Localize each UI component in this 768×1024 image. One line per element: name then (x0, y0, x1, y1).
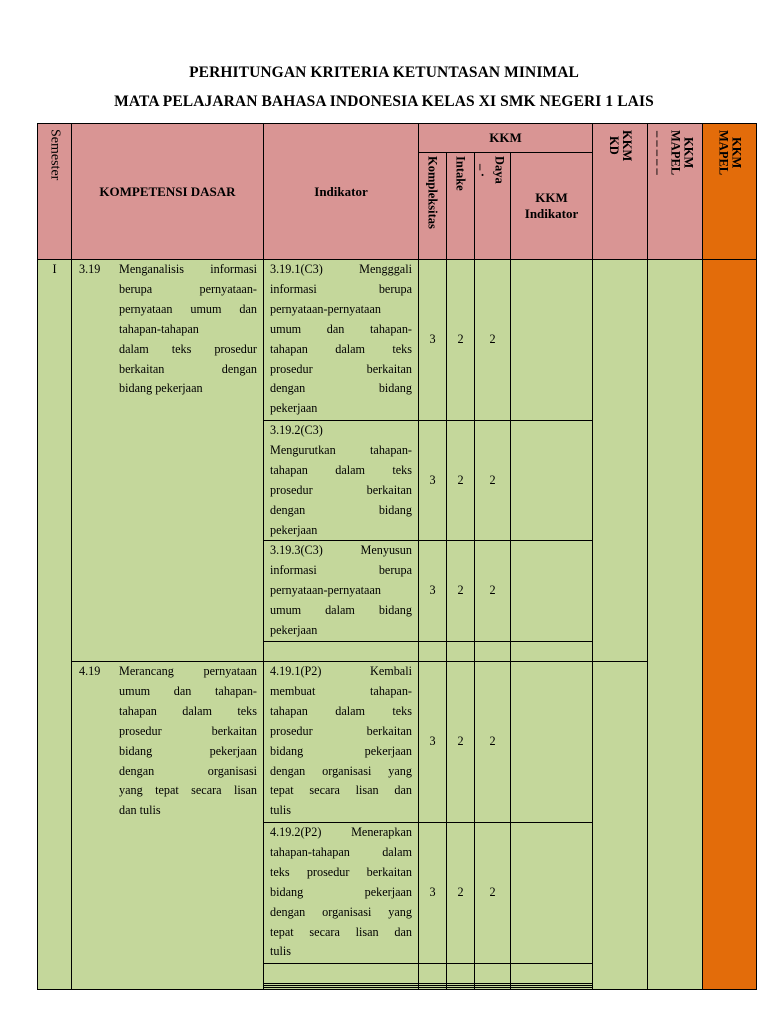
kompleksitas-value: 3 (419, 822, 447, 963)
kkm-table (37, 123, 757, 990)
header-kkm-kd: KKM KD (593, 124, 648, 260)
kd-4-19: 4.19 Merancang pernyataan umum dan tahapan- tahapan dalam teks prosedur berkaitan bidang pekerjaan dengan organisasi yang tepat secara lisan dan tulis (72, 661, 264, 989)
kkm-mapel-final-value (703, 260, 757, 990)
indicator-3-19-3: 3.19.3(C3) Menyusun informasi berupa pernyataan-pernyataan umum dalam bidang pekerjaan (264, 541, 419, 642)
header-intake: Intake (447, 153, 475, 260)
indicator-3-19-1: 3.19.1(C3) Mengggali informasi berupa pernyataan-pernyataan umum dan tahapan- tahapan dalam teks prosedur berkaitan dengan bidang pekerjaan (264, 260, 419, 421)
header-daya: Daya _ . (475, 153, 511, 260)
kkm-indikator-value (511, 541, 593, 642)
kkm-indikator-value (511, 822, 593, 963)
daya-value: 2 (475, 421, 511, 541)
daya-value: 2 (475, 661, 511, 822)
header-kkm: KKM (419, 124, 593, 153)
kompleksitas-value: 3 (419, 541, 447, 642)
kompleksitas-value: 3 (419, 260, 447, 421)
intake-value: 2 (447, 260, 475, 421)
kompleksitas-value: 3 (419, 421, 447, 541)
document-title: PERHITUNGAN KRITERIA KETUNTASAN MINIMAL (189, 64, 579, 81)
header-kompetensi-dasar: KOMPETENSI DASAR (72, 124, 264, 260)
document-subtitle: MATA PELAJARAN BAHASA INDONESIA KELAS XI SMK NEGERI 1 LAIS (114, 93, 654, 110)
kompleksitas-value: 3 (419, 661, 447, 822)
daya-value: 2 (475, 822, 511, 963)
intake-value: 2 (447, 822, 475, 963)
intake-value: 2 (447, 541, 475, 642)
kkm-indikator-value (511, 421, 593, 541)
kkm-mapel-value (648, 260, 703, 990)
kkm-kd-value (593, 661, 648, 989)
empty-indicator (264, 641, 419, 661)
intake-value: 2 (447, 421, 475, 541)
empty-indicator (264, 963, 419, 983)
header-kkm-indikator: KKM Indikator (511, 153, 593, 260)
daya-value: 2 (475, 260, 511, 421)
kd-3-19: 3.19 Menganalisis informasi berupa pernyataan- pernyataan umum dan tahapan-tahapan dalam teks prosedur berkaitan dengan bidang pekerjaan (72, 260, 264, 662)
kkm-indikator-value (511, 661, 593, 822)
header-kkm-mapel-final: KKM MAPEL (703, 124, 757, 260)
header-semester: Semester (38, 124, 72, 260)
header-indikator: Indikator (264, 124, 419, 260)
indicator-4-19-2: 4.19.2(P2) Menerapkan tahapan-tahapan dalam teks prosedur berkaitan bidang pekerjaan dengan organisasi yang tepat secara lisan dan tulis (264, 822, 419, 963)
semester-cell: I (38, 260, 72, 990)
indicator-4-19-1: 4.19.1(P2) Kembali membuat tahapan- tahapan dalam teks prosedur berkaitan bidang pekerjaan dengan organisasi yang tepat secara lisan dan tulis (264, 661, 419, 822)
intake-value: 2 (447, 661, 475, 822)
daya-value: 2 (475, 541, 511, 642)
header-kkm-mapel: KKM MAPEL _ _ _ _ _ (648, 124, 703, 260)
header-kompleksitas: Kompleksitas (419, 153, 447, 260)
kkm-kd-value (593, 260, 648, 662)
indicator-3-19-2: 3.19.2(C3) Mengurutkan tahapan- tahapan dalam teks prosedur berkaitan dengan bidang pekerjaan (264, 421, 419, 541)
kkm-indikator-value (511, 260, 593, 421)
